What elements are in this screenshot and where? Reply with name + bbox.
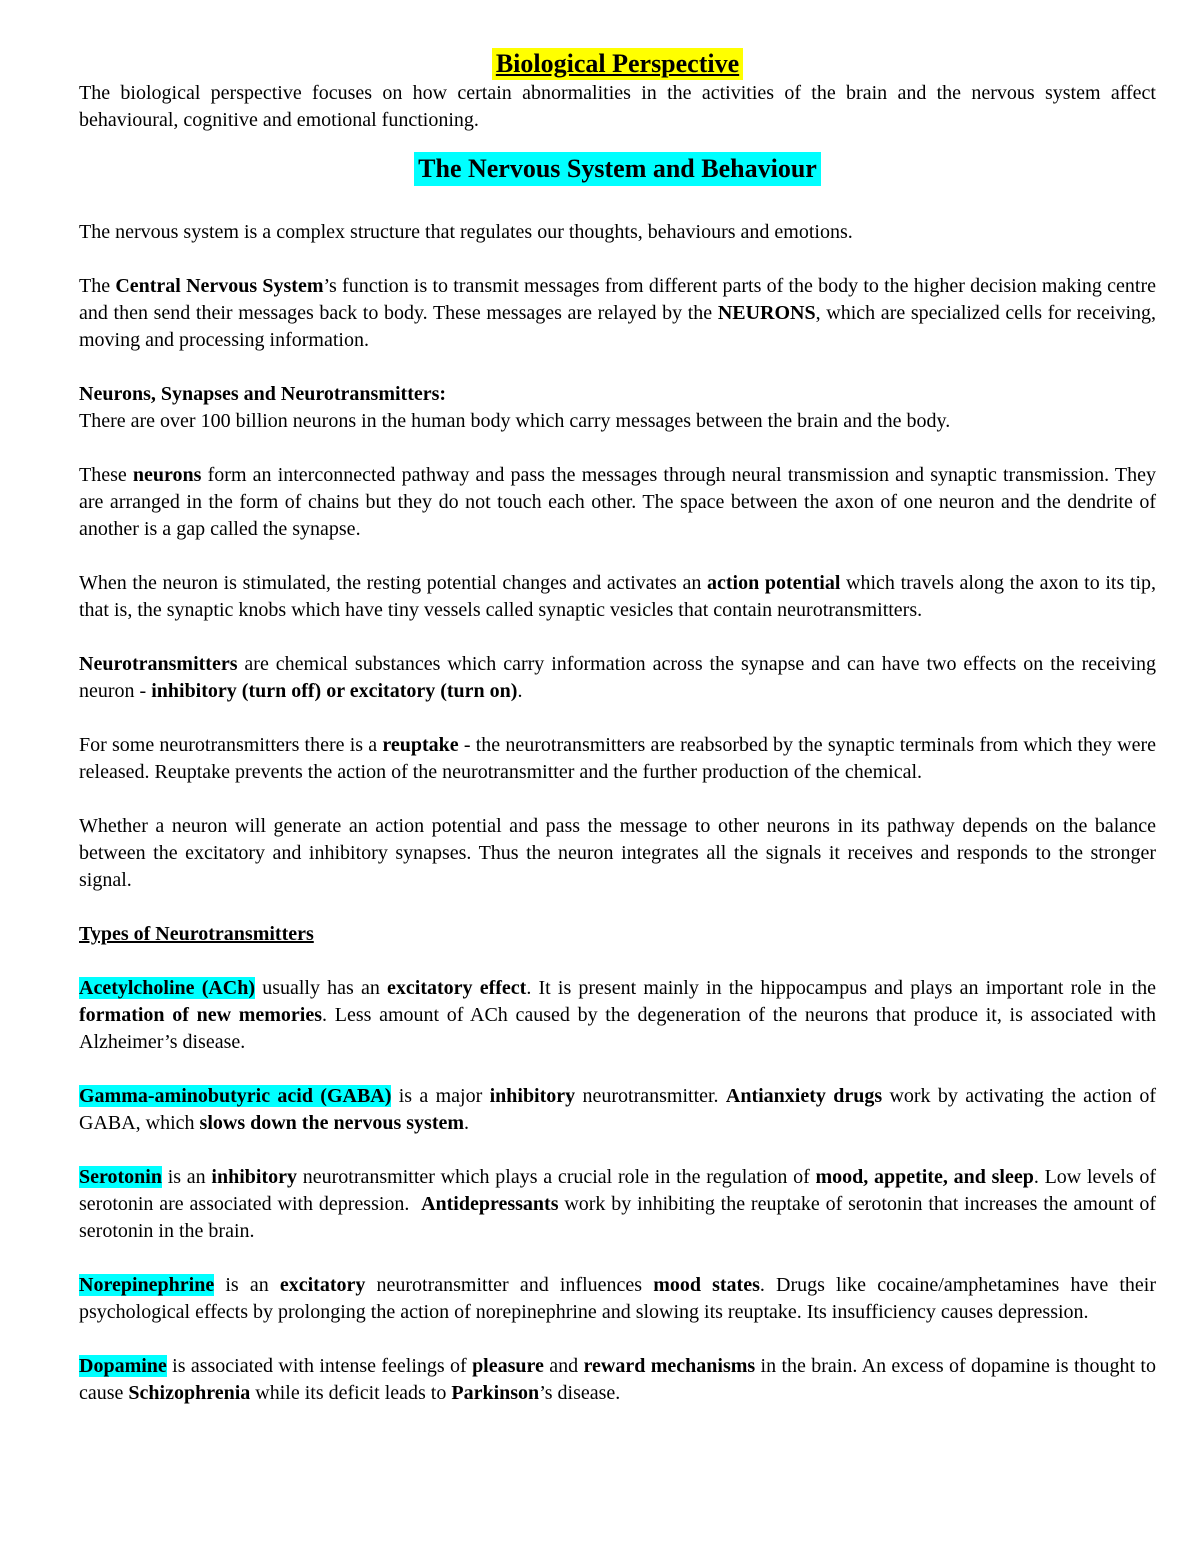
reuptake-paragraph xyxy=(79,732,1156,786)
text: is a major xyxy=(391,1085,490,1107)
text: is an xyxy=(214,1274,280,1296)
balance-paragraph: Whether a neuron will generate an action potential and pass the message to other neurons in its pathway depends on the balance between the excitatory and inhibitory synapses. Thus the neuron integrates all the signals it receives and responds to the stronger signal. xyxy=(79,815,1156,891)
text: neurotransmitter and influences xyxy=(365,1274,654,1296)
text: usually has an xyxy=(255,977,388,999)
text: When the neuron is stimulated, the resting potential changes and activates an xyxy=(79,572,707,594)
bold-text: Antianxiety drugs xyxy=(725,1085,883,1107)
text: form an interconnected pathway and pass the messages through neural transmission and synaptic transmission. They are arranged in the form of chains but they do not touch each other. The space between the axon of one neuron and the dendrite of another is a gap called the synapse. xyxy=(79,464,1156,540)
bold-text: pleasure xyxy=(472,1355,544,1377)
dopamine-name: Dopamine xyxy=(79,1355,167,1377)
term-effects: inhibitory (turn off) or excitatory (turn on) xyxy=(151,680,518,702)
term-neurons-pathway: neurons xyxy=(132,464,202,486)
bold-text: inhibitory xyxy=(211,1166,297,1188)
serotonin-paragraph xyxy=(79,1164,1162,1245)
gaba-name: Gamma-aminobutyric acid (GABA) xyxy=(79,1085,392,1107)
text: . Less amount of ACh caused by the degeneration of the neurons that produce it, is associated with Alzheimer’s disease. xyxy=(79,1004,1156,1053)
serotonin-name: Serotonin xyxy=(79,1166,162,1188)
section-title: The Nervous System and Behaviour xyxy=(414,152,821,186)
text: . xyxy=(464,1112,470,1134)
term-reuptake: reuptake xyxy=(382,734,459,756)
document-page xyxy=(79,48,1162,1407)
norepinephrine-paragraph xyxy=(79,1272,1156,1326)
text: are chemical substances which carry information across the synapse and can have two effects on the receiving neuron - xyxy=(79,653,1156,702)
intro-paragraph: The biological perspective focuses on how certain abnormalities in the activities of the brain and the nervous system affect behavioural, cognitive and emotional functioning. xyxy=(79,82,1156,131)
bold-text: Antidepressants xyxy=(421,1193,559,1215)
types-heading: Types of Neurotransmitters xyxy=(79,923,314,945)
pathway-paragraph xyxy=(79,462,1156,543)
bold-text: reward mechanisms xyxy=(583,1355,756,1377)
title-block xyxy=(79,48,1156,80)
text: - the neurotransmitters are reabsorbed by the synaptic terminals from which they were released. Reuptake prevents the action of the neurotransmitter and the further production of the chemical. xyxy=(79,734,1156,783)
text: and xyxy=(543,1355,584,1377)
term-neurotransmitters: Neurotransmitters xyxy=(79,653,238,675)
bold-text: Parkinson xyxy=(451,1382,540,1404)
text: The xyxy=(79,275,116,297)
text: work by inhibiting the reuptake of serotonin that increases the amount of serotonin in the brain. xyxy=(79,1193,1156,1242)
text: . xyxy=(517,680,523,702)
text: These xyxy=(79,464,133,486)
text: . It is present mainly in the hippocampus and plays an important role in the xyxy=(526,977,1157,999)
term-cns: Central Nervous System xyxy=(115,275,324,297)
text: . Low levels of serotonin are associated with depression. xyxy=(79,1166,1162,1215)
norepinephrine-name: Norepinephrine xyxy=(79,1274,215,1296)
ach-paragraph xyxy=(79,975,1156,1056)
text: which travels along the axon to its tip, that is, the synaptic knobs which have tiny vessels called synaptic vesicles that contain neurotransmitters. xyxy=(79,572,1157,621)
dopamine-paragraph xyxy=(79,1353,1156,1407)
page-title: Biological Perspective xyxy=(492,48,743,80)
text: work by activating the action of GABA, which xyxy=(79,1085,1156,1134)
text: ’s disease. xyxy=(539,1382,621,1404)
neurons-heading: Neurons, Synapses and Neurotransmitters: xyxy=(79,383,447,405)
text: while its deficit leads to xyxy=(250,1382,452,1404)
bold-text: mood states xyxy=(653,1274,760,1296)
text: . Drugs like cocaine/amphetamines have their psychological effects by prolonging the action of norepinephrine and slowing its reuptake. Its insufficiency causes depression. xyxy=(79,1274,1157,1323)
bold-text: excitatory effect xyxy=(387,977,527,999)
bold-text: Schizophrenia xyxy=(128,1382,251,1404)
text: , which are specialized cells for receiving, moving and processing information. xyxy=(79,302,1156,351)
neurons-count-paragraph: There are over 100 billion neurons in the human body which carry messages between the brain and the body. xyxy=(79,410,951,432)
gaba-paragraph xyxy=(79,1083,1156,1137)
text: is associated with intense feelings of xyxy=(166,1355,473,1377)
cns-paragraph xyxy=(79,273,1156,354)
ach-name: Acetylcholine (ACh) xyxy=(79,977,256,999)
text: is an xyxy=(161,1166,212,1188)
term-action-potential: action potential xyxy=(707,572,841,594)
text: neurotransmitter which plays a crucial role in the regulation of xyxy=(297,1166,816,1188)
bold-text: slows down the nervous system xyxy=(199,1112,465,1134)
bold-text: formation of new memories xyxy=(79,1004,323,1026)
text: ’s function is to transmit messages from different parts of the body to the higher decision making centre and then send their messages back to body. These messages are relayed by the xyxy=(79,275,1156,324)
text: in the brain. An excess of dopamine is thought to cause xyxy=(79,1355,1156,1404)
neurotransmitters-paragraph xyxy=(79,651,1156,705)
text: neurotransmitter. xyxy=(575,1085,726,1107)
term-neurons: NEURONS xyxy=(717,302,816,324)
nervous-system-paragraph: The nervous system is a complex structure that regulates our thoughts, behaviours and emotions. xyxy=(79,221,853,243)
section-title-block xyxy=(79,152,1156,186)
text: For some neurotransmitters there is a xyxy=(79,734,383,756)
bold-text: inhibitory xyxy=(489,1085,576,1107)
bold-text: mood, appetite, and sleep xyxy=(815,1166,1034,1188)
action-potential-paragraph xyxy=(79,570,1156,624)
bold-text: excitatory xyxy=(279,1274,366,1296)
